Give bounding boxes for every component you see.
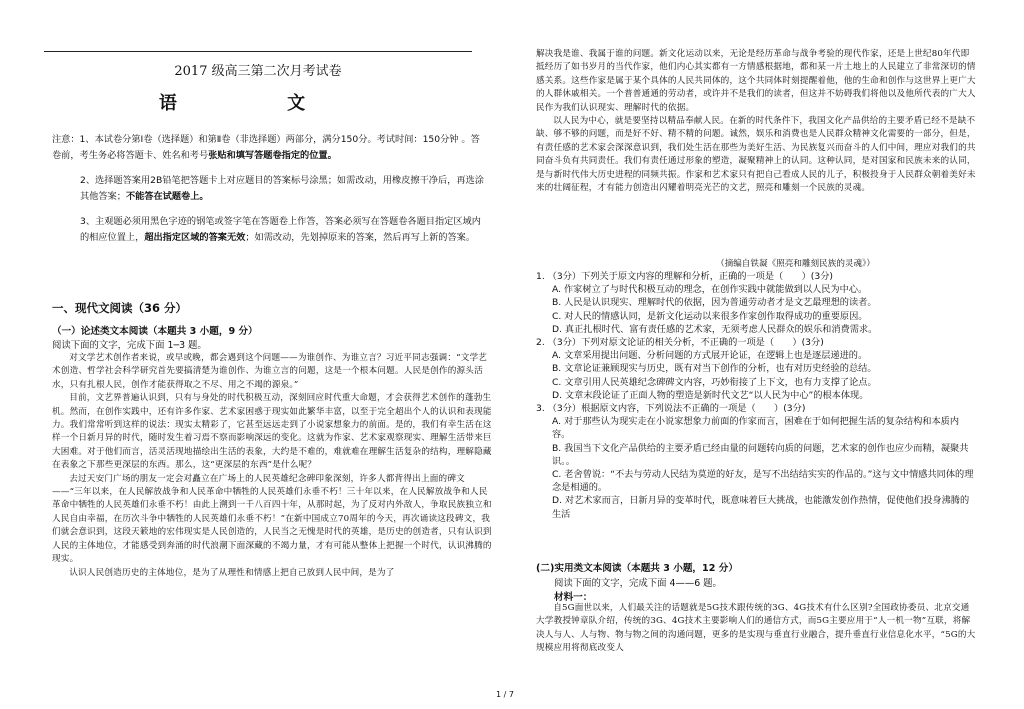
essay-paragraph: 认识人民创造历史的主体地位，是为了从理性和情感上把自己放到人民中间，是为了 bbox=[69, 567, 395, 578]
question-option: A. 作家树立了与时代积极互动的理念，在创作实践中就能做到以人民为中心。 bbox=[552, 284, 868, 296]
header-rule bbox=[44, 51, 472, 52]
notice-item-1: 注意：1、本试卷分第Ⅰ卷（选择题）和第Ⅱ卷（非选择题）两部分，满分150分。考试时间：150分钟 。答卷前，考生务必将答题卡、姓名和考号张贴和填写答题卷指定的位置。 bbox=[52, 134, 480, 161]
essay-right-column bbox=[536, 48, 976, 195]
question-option: C. 老舍曾说：“不去与劳动人民结为莫逆的好友，是写不出结结实实的作品的。”这与文中情感共同体的理念是相通的。 bbox=[552, 469, 974, 494]
material-paragraph: 自5G面世以来，人们最关注的话题就是5G技术跟传统的3G、4G技术有什么区别?全国政协委员、北京交通大学教授钟章队介绍，传统的3G、4G技术主要影响人们的通信方式，而5G主要应用于“人一机一物”互联，将解决人与人、人与物、物与物之间的沟通问题，更多的是实现与垂直行业融合，提升垂直行业信息化水平，“5G的大规模应用将彻底改变人 bbox=[536, 603, 976, 654]
part2-heading: (二)实用类文本阅读（本题共 3 小题，12 分） bbox=[536, 563, 738, 574]
question-option: D. 真正扎根时代、富有责任感的艺术家，无须考虑人民群众的娱乐和消费需求。 bbox=[552, 323, 878, 335]
question-stem: 3. （3分）根据原文内容，下列说法不正确的一项是（ ）(3分) bbox=[536, 403, 806, 415]
exam-title: 2017 级高三第二次月考试卷 bbox=[174, 64, 342, 79]
notice-item-2: 2、选择题答案用2B铅笔把答题卡上对应题目的答案标号涂黑；如需改动，用橡皮擦干净后，再选涂其他答案；不能答在试题卷上。 bbox=[80, 175, 484, 202]
question-option: C. 文章引用人民英雄纪念碑碑文内容，巧妙衔接了上下文，也有力支撑了论点。 bbox=[552, 376, 877, 388]
question-option: A. 文章采用提出问题、分析问题的方式展开论证，在逻辑上也是逐层递进的。 bbox=[552, 350, 868, 362]
essay-paragraph: 以人民为中心，就是要坚持以精品奉献人民。在新的时代条件下，我国文化产品供给的主要矛盾已经不是缺不缺、够不够的问题，而是好不好、精不精的问题。诚然，娱乐和消费也是人民群众精神文化需要的一部分，但是，有责任感的艺术家会深深意识到，我们处生活在那些为美好生活、为民族复兴而奋斗的人们中间，理应对我们的共同奋斗负有共同责任。我们有责任通过形象的塑造，凝聚精神上的认同。这种认同，是对国家和民族未来的认同，是与新时代伟大历史进程的同频共振。作家和艺术家只有把自己看成人民的儿子，积极投身于人民群众朝着美好未来的壮阔征程，才有能力创造出闪耀着明亮光芒的文艺，照亮和雕刻一个民族的灵魂。 bbox=[536, 116, 976, 194]
essay-paragraph: 去过天安门广场的朋友一定会对矗立在广场上的人民英雄纪念碑印象深刻，许多人都背得出上面的碑文——“三年以来，在人民解放战争和人民革命中牺牲的人民英雄们永垂不朽！三十年以来，在人民解放战争和人民革命中牺牲的人民英雄们永垂不朽！由此上溯到一千八百四十年，从那时起，为了反对内外敌人，争取民族独立和人民自由幸福，在历次斗争中牺牲的人民英雄们永垂不朽！”在新中国成立70周年的今天，再次诵读这段碑文，我们就会意识到，这段天簌地的宏伟现实是人民创造的，人民当之无愧是时代的英雄，是历史的创造者，只有认识到人民的主体地位，才能感受到奔涌的时代浪潮下面深藏的不竭力量，才有可能从整体上把握一个时代，认识沸腾的现实。 bbox=[52, 473, 492, 565]
section-heading: 一、现代文阅读（36 分） bbox=[52, 301, 188, 315]
essay-left-column bbox=[52, 352, 492, 580]
question-stem: 1. （3分）下列关于原文内容的理解和分析，正确的一项是（ ）(3分) bbox=[536, 271, 833, 282]
part2-instruction: 阅读下面的文字，完成下面 4——6 题。 bbox=[554, 578, 722, 589]
question-option: D. 对艺术家而言，日新月异的变革时代，既意味着巨大挑战，也能激发创作热情，促使他们投身沸腾的生活 bbox=[552, 495, 970, 520]
essay-paragraph: 目前，文艺界普遍认识到，只有与身处的时代积极互动，深刻回应时代重大命题，才会获得艺术创作的蓬勃生机。然而，在创作实践中，还有许多作家、艺术家困惑于现实如此繁华丰富，以至于完全超出个人的认识和表现能力。我们常常听到这样的说法：现实太精彩了，它甚至远远走到了小说家想象力的前面。是的，我们有幸生活在这样一个日新月异的时代，随时发生着习焉不察而影响深远的变化。这就为作家、艺术家观察现实、理解生活带来巨大困难。对于他们而言，活灵活现地描绘出生活的表象，大约是不难的，难就难在理解生活复杂的结构，理解隐藏在表象之下那些更深层的东西。那么，这“更深层的东西”是什么呢？ bbox=[52, 393, 492, 471]
exam-subject: 语 文 bbox=[158, 93, 358, 114]
question-option: B. 人民是认识现实、理解时代的依据，因为普通劳动者才是文艺最理想的读者。 bbox=[552, 297, 877, 309]
notice-block bbox=[52, 132, 484, 255]
question-stem: 2. （3分）下列对原文论证的相关分析，不正确的一项是（ ）(3分) bbox=[536, 337, 824, 349]
essay-paragraph: 对文学艺术创作者来说，或早或晚，都会遇到这个问题——为谁创作、为谁立言？习近平同志强调：“文学艺术创造、哲学社会科学研究首先要搞清楚为谁创作、为谁立言的问题，这是一个根本问题。人民是创作的源头活水，只有扎根人民，创作才能获得取之不尽、用之不竭的源泉。” bbox=[52, 353, 488, 390]
part1-instruction: 阅读下面的文字，完成下面 1─3 题。 bbox=[52, 340, 207, 351]
material-label: 材料一： bbox=[554, 592, 593, 603]
question-option: C. 对人民的情感认同，是新文化运动以来很多作家创作取得成功的重要原因。 bbox=[552, 310, 868, 322]
question-option: D. 文章末段论证了正面人物的塑造是新时代文艺“以人民为中心”的根本体现。 bbox=[552, 389, 869, 401]
notice-item-3: 3、主观题必须用黑色字迹的钢笔或签字笔在答题卷上作答，答案必须写在答题卷各题目指定区域内的相应位置上，超出指定区域的答案无效；如需改动，先划掉原来的答案，然后再写上新的答案。 bbox=[80, 216, 481, 243]
material-text bbox=[536, 602, 976, 656]
part1-heading: （一）论述类文本阅读（本题共 3 小题，9 分） bbox=[52, 326, 258, 337]
essay-source: （摘编自铁凝《照亮和雕刻民族的灵魂》） bbox=[716, 259, 875, 269]
questions-block bbox=[536, 270, 976, 521]
question-option: B. 我国当下文化产品供给的主要矛盾已经由量的问题转向质的问题，艺术家的创作也应少而精，凝聚共识。。 bbox=[552, 442, 969, 467]
page-number: 1 / 7 bbox=[496, 690, 514, 699]
question-option: B. 文章论证兼顾现实与历史，既有对当下创作的分析，也有对历史经验的总结。 bbox=[552, 363, 877, 375]
question-option: A. 对于那些认为现实走在小说家想象力前面的作家而言，困难在于如何把握生活的复杂结构和本质内容。 bbox=[552, 416, 960, 441]
essay-paragraph: 解决我是谁、我属于谁的问题。新文化运动以来，无论是经历革命与战争考验的现代作家，还是上世纪80年代即抵经历了如书岁月的当代作家，他们内心其实都有一方情感根据地，都和某一片土地上的人民建立了非常深切的情感关系。这些作家是属于某个具体的人民共同体的，这个共同体时刻提醒着他，他的生命和创作与这世界上更广大的人群休戚相关。一个普普通通的劳动者，或许并不是我们的读者，但这并不妨碍我们将他以及他所代表的广大人民作为我们认识现实、理解时代的依据。 bbox=[536, 49, 976, 113]
